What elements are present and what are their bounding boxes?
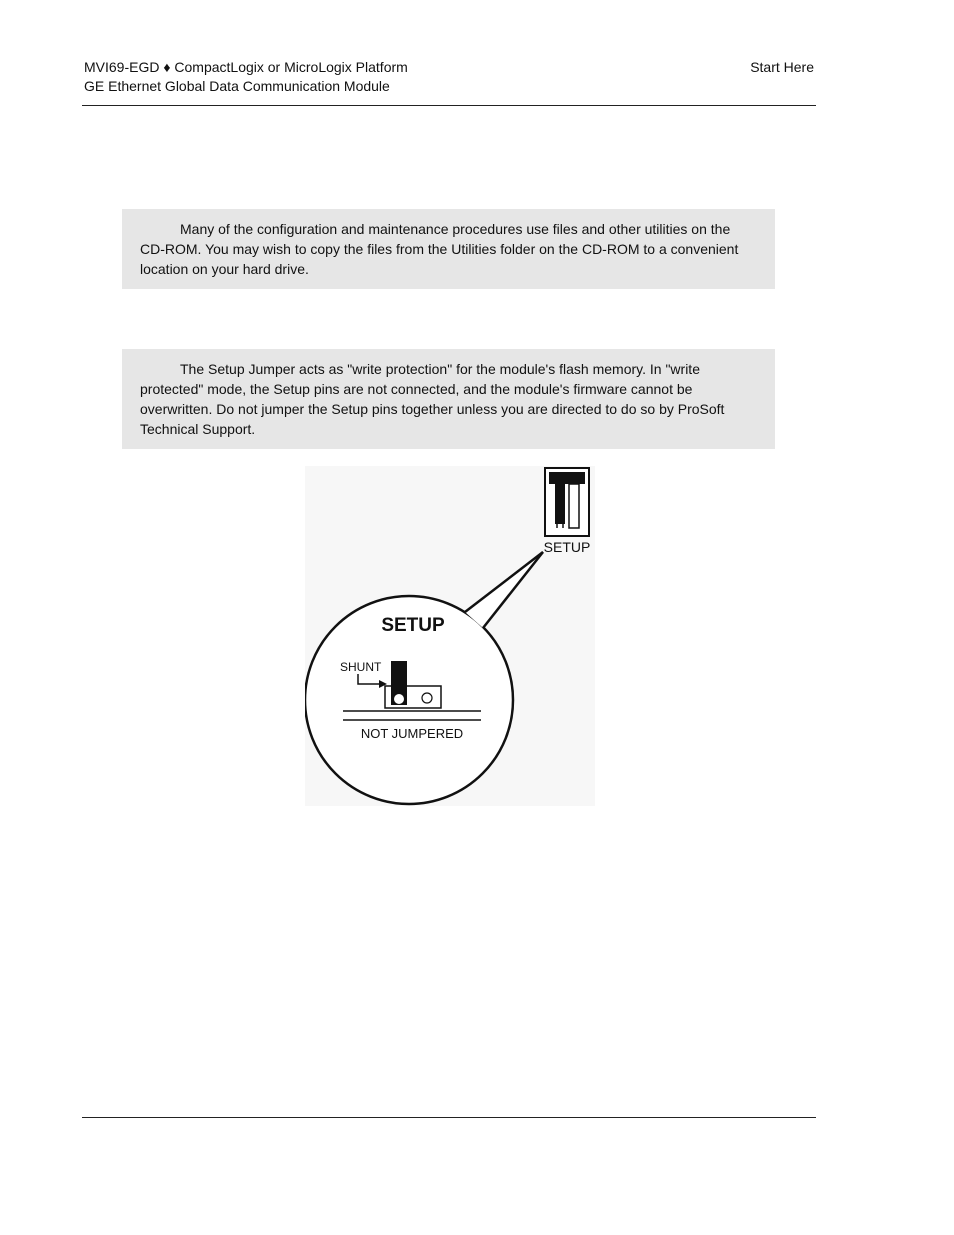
callout-title: SETUP	[381, 615, 445, 636]
tip-box-utilities	[122, 209, 775, 289]
setup-jumper-diagram	[305, 466, 595, 806]
pin-open	[422, 693, 432, 703]
important-box-setup-jumper	[122, 349, 775, 449]
tip-text: Many of the configuration and maintenance procedures use files and other utilities on the CD-ROM. You may wish to copy the files from the Utilities folder on the CD-ROM to a convenient location on your hard drive.	[140, 221, 739, 277]
header-module-line: GE Ethernet Global Data Communication Module	[84, 78, 390, 94]
important-text: The Setup Jumper acts as "write protection" for the module's flash memory. In "write protected" mode, the Setup pins are not connected, and the module's firmware cannot be overwritten. Do not jumper the Setup pins together unless you are directed to do so by ProSoft Technical Support.	[140, 361, 725, 437]
setup-jumper-figure	[305, 466, 595, 806]
page-header-left	[84, 58, 408, 96]
header-product-line: MVI69-EGD ♦ CompactLogix or MicroLogix Platform	[84, 59, 408, 75]
pin-under-shunt	[394, 694, 404, 704]
header-divider	[82, 105, 816, 106]
not-jumpered-label: NOT JUMPERED	[360, 726, 464, 741]
shunt-label: SHUNT	[340, 660, 382, 674]
jumper-top-label: SETUP	[543, 539, 591, 555]
jumper-header-icon	[545, 468, 589, 536]
footer-divider	[82, 1117, 816, 1118]
header-section-title: Start Here	[750, 59, 814, 75]
